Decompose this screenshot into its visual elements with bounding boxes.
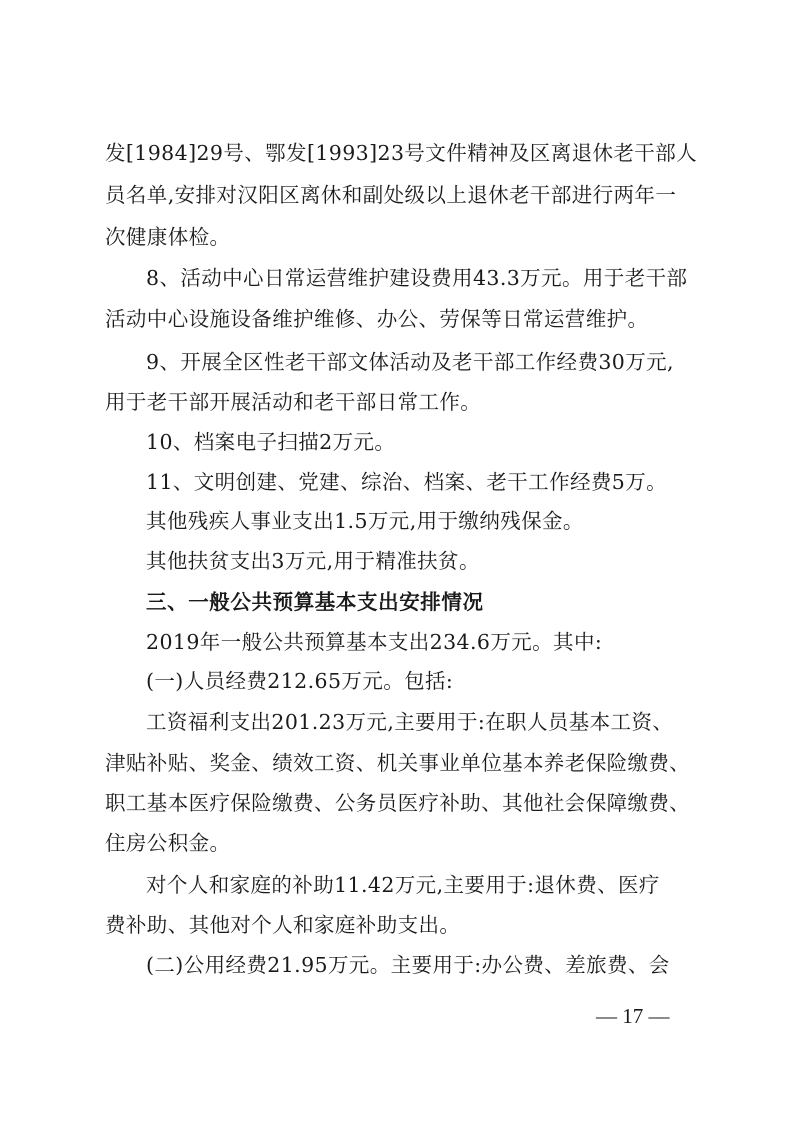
paragraph-line-11: 其他扶贫支出3万元,用于精准扶贫。 xyxy=(146,549,480,573)
paragraph-line-15: 工资福利支出201.23万元,主要用于:在职人员基本工资、 xyxy=(146,710,674,734)
paragraph-line-13: 2019年一般公共预算基本支出234.6万元。其中: xyxy=(146,630,603,654)
paragraph-line-17: 职工基本医疗保险缴费、公务员医疗补助、其他社会保障缴费、 xyxy=(105,791,691,815)
paragraph-line-10: 其他残疾人事业支出1.5万元,用于缴纳残保金。 xyxy=(146,509,584,533)
paragraph-line-19: 对个人和家庭的补助11.42万元,主要用于:退休费、医疗 xyxy=(146,873,660,897)
paragraph-line-2: 员名单,安排对汉阳区离休和副处级以上退休老干部进行两年一 xyxy=(105,183,677,207)
paragraph-line-6: 9、开展全区性老干部文体活动及老干部工作经费30万元, xyxy=(146,350,674,374)
paragraph-line-4: 8、活动中心日常运营维护建设费用43.3万元。用于老干部 xyxy=(146,266,688,290)
paragraph-line-20: 费补助、其他对个人和家庭补助支出。 xyxy=(105,913,461,937)
paragraph-line-9: 11、文明创建、党建、综治、档案、老干工作经费5万。 xyxy=(146,470,668,494)
page-number: — 17 — xyxy=(596,1004,670,1028)
paragraph-line-14: (一)人员经费212.65万元。包括: xyxy=(146,669,454,693)
paragraph-line-18: 住房公积金。 xyxy=(105,831,231,855)
paragraph-line-21: (二)公用经费21.95万元。主要用于:办公费、差旅费、会 xyxy=(146,953,670,977)
paragraph-line-8: 10、档案电子扫描2万元。 xyxy=(146,430,396,454)
paragraph-line-5: 活动中心设施设备维护维修、办公、劳保等日常运营维护。 xyxy=(105,307,649,331)
paragraph-line-1: 发[1984]29号、鄂发[1993]23号文件精神及区离退休老干部人 xyxy=(105,141,698,165)
section-heading: 三、一般公共预算基本支出安排情况 xyxy=(146,590,484,614)
paragraph-line-7: 用于老干部开展活动和老干部日常工作。 xyxy=(105,390,482,414)
paragraph-line-3: 次健康体检。 xyxy=(105,225,231,249)
paragraph-line-16: 津贴补贴、奖金、绩效工资、机关事业单位基本养老保险缴费、 xyxy=(105,751,691,775)
